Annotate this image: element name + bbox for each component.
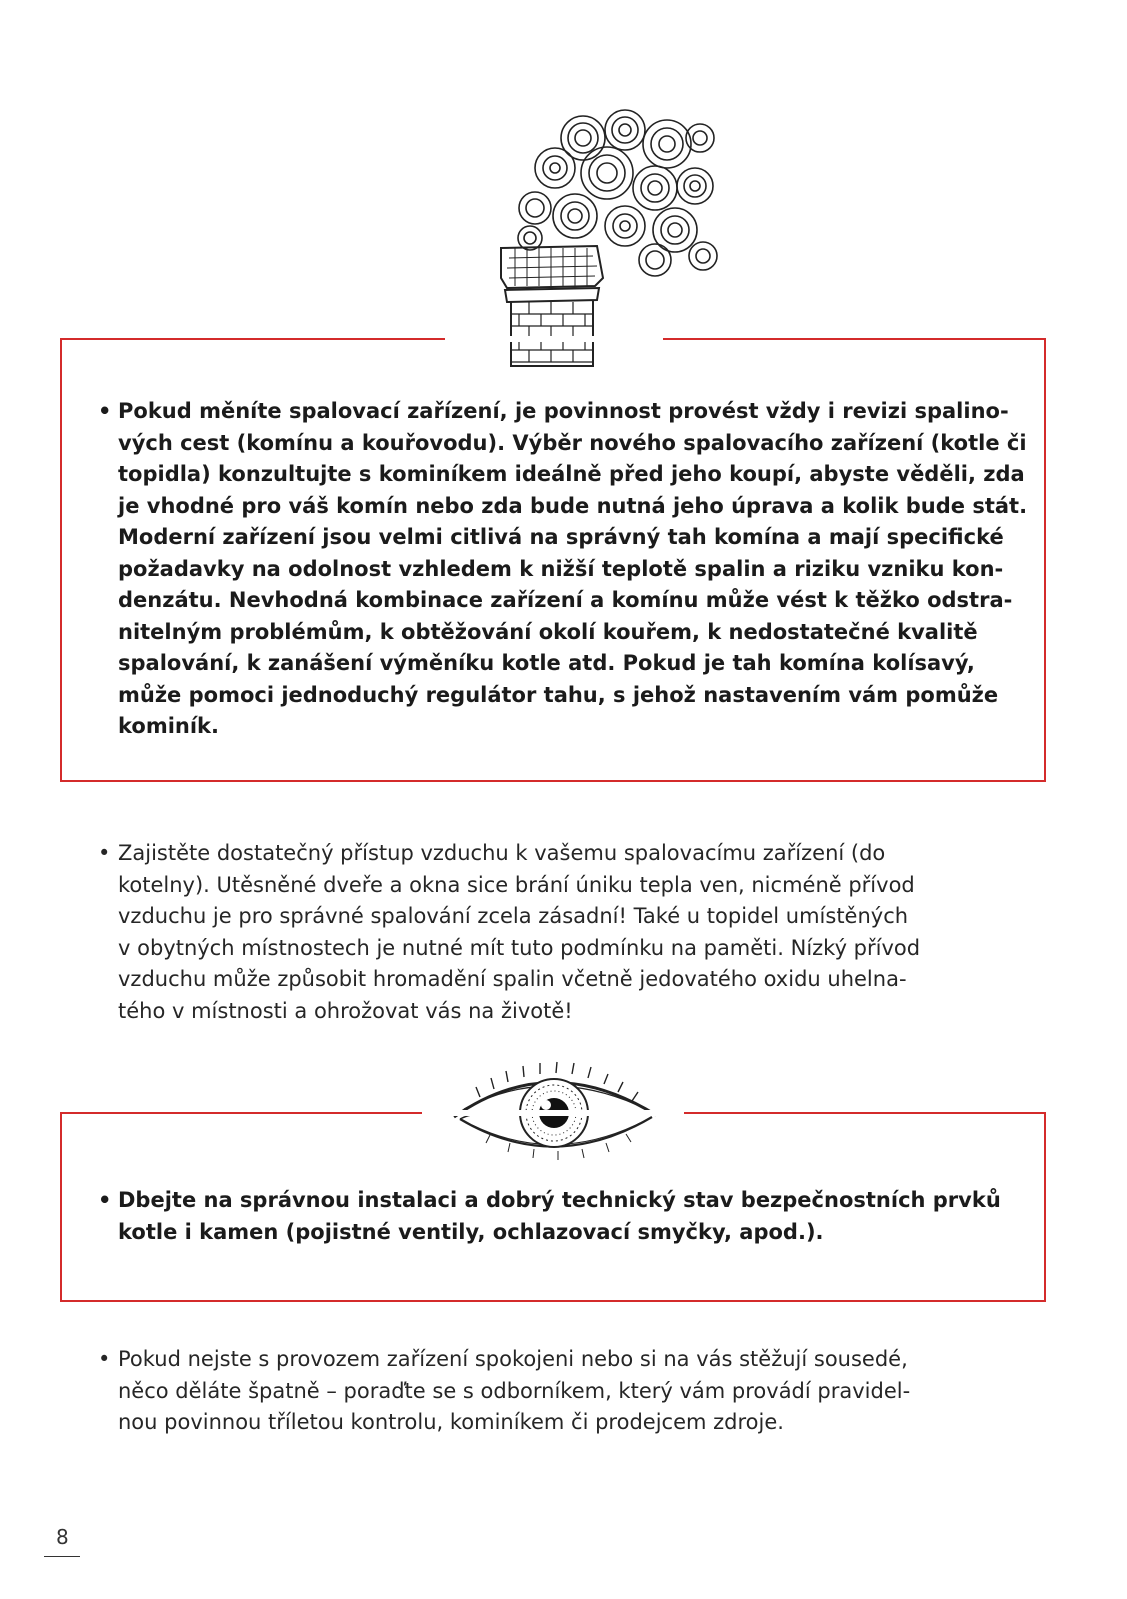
text-line: může pomoci jednoduchý regulátor tahu, s jehož nastavením vám pomůže: [118, 682, 999, 707]
text-line: • Zajistěte dostatečný přístup vzduchu k vašemu spalovacímu zařízení (do: [118, 841, 886, 865]
text-line: kotelny). Utěsněné dveře a okna sice brání úniku tepla ven, nicméně přívod: [118, 872, 915, 897]
bullet-safety-elements: [98, 1185, 1028, 1248]
text-line: spalování, k zanášení výměníku kotle atd. Pokud je tah komína kolísavý,: [118, 651, 975, 675]
bullet-chimney-revision: [98, 396, 1028, 743]
text-line: v obytných místnostech je nutné mít tuto podmínku na paměti. Nízký přívod: [118, 935, 921, 960]
text-line: nou povinnou tříletou kontrolu, kominíkem či prodejcem zdroje.: [118, 1410, 784, 1434]
bullet-air-supply: [98, 838, 1028, 1027]
text-line: tého v místnosti a ohrožovat vás na životě!: [118, 998, 573, 1023]
text-line: • Dbejte na správnou instalaci a dobrý technický stav bezpečnostních prvků: [118, 1188, 1001, 1212]
text-line: • Pokud nejste s provozem zařízení spokojeni nebo si na vás stěžují sousedé,: [118, 1347, 908, 1371]
text-line: něco děláte špatně – poraďte se s odborníkem, který vám provádí pravidel-: [118, 1378, 911, 1403]
text-line: topidla) konzultujte s kominíkem ideálně před jeho koupí, abyste věděli, zda: [118, 462, 1025, 486]
text-line: vzduchu může způsobit hromadění spalin včetně jedovatého oxidu uhelna-: [118, 967, 907, 991]
text-line: vzduchu je pro správné spalování zcela zásadní! Také u topidel umístěných: [118, 904, 909, 928]
text-line: kotle i kamen (pojistné ventily, ochlazovací smyčky, apod.).: [118, 1219, 824, 1244]
text-line: kominík.: [118, 714, 220, 738]
text-line: je vhodné pro váš komín nebo zda bude nutná jeho úprava a kolik bude stát.: [118, 493, 1028, 518]
chimney-smoke-illustration: [495, 108, 725, 368]
text-line: vých cest (komínu a kouřovodu). Výběr nového spalovacího zařízení (kotle či: [118, 430, 1027, 455]
text-line: denzátu. Nevhodná kombinace zařízení a komínu může vést k těžko odstra-: [118, 588, 1013, 612]
page-number-rule: [44, 1556, 80, 1557]
text-line: nitelným problémům, k obtěžování okolí kouřem, k nedostatečné kvalitě: [118, 619, 978, 644]
page-number: 8: [56, 1525, 69, 1549]
bullet-consult-expert: [98, 1344, 1028, 1439]
text-line: Moderní zařízení jsou velmi citlivá na správný tah komína a mají specifické: [118, 525, 1004, 549]
text-line: požadavky na odolnost vzhledem k nižší teplotě spalin a riziku vzniku kon-: [118, 556, 1004, 581]
text-line: • Pokud měníte spalovací zařízení, je povinnost provést vždy i revizi spalino-: [118, 399, 1009, 423]
